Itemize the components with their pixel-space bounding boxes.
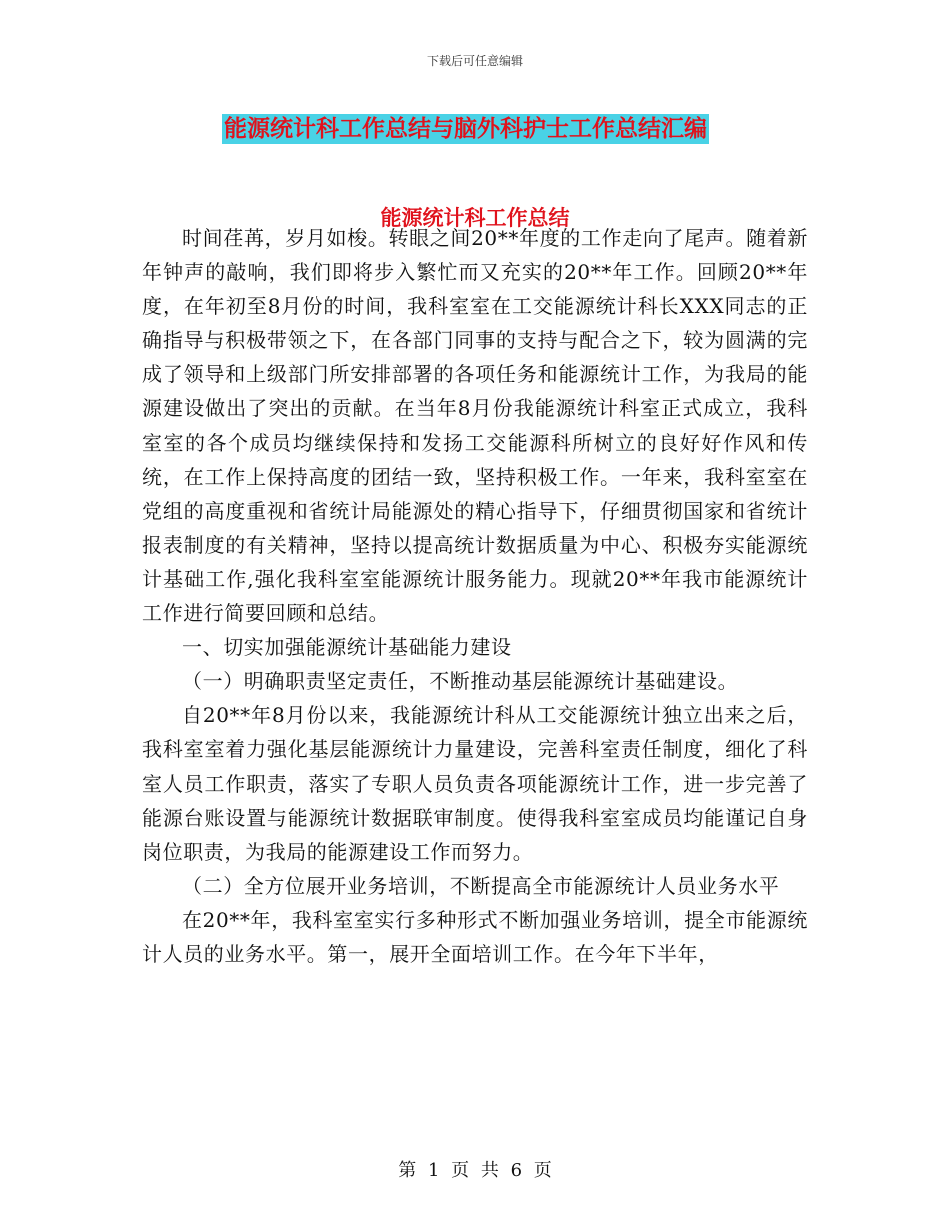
body-text [142, 221, 808, 971]
paragraph: 在20**年，我科室室实行多种形式不断加强业务培训，提全市能源统计人员的业务水平。第一，展开全面培训工作。在今年下半年， [142, 907, 808, 966]
heading-level-2: （一）明确职责坚定责任，不断推动基层能源统计基础建设。 [182, 669, 739, 694]
main-title: 能源统计科工作总结与脑外科护士工作总结汇编 [224, 116, 707, 142]
paragraph: 自20**年8月份以来，我能源统计科从工交能源统计独立出来之后，我科室室着力强化基层能源统计力量建设，完善科室责任制度，细化了科室人员工作职责，落实了专职人员负责各项能源统计工作，进一步完善了能源台账设置与能源统计数据联审制度。使得我科室室成员均能谨记自身岗位职责，为我局的能源建设工作而努力。 [142, 703, 808, 864]
section-title: 能源统计科工作总结 [380, 206, 570, 230]
paragraph: 时间荏苒，岁月如梭。转眼之间20**年度的工作走向了尾声。随着新年钟声的敲响，我们即将步入繁忙而又充实的20**年工作。回顾20**年度，在年初至8月份的时间，我科室室在工交能源统计科长XXX同志的正确指导与积极带领之下，在各部门同事的支持与配合之下，较为圆满的完成了领导和上级部门所安排部署的各项任务和能源统计工作，为我局的能源建设做出了突出的贡献。在当年8月份我能源统计科室正式成立，我科室室的各个成员均继续保持和发扬工交能源科所树立的良好好作风和传统，在工作上保持高度的团结一致，坚持积极工作。一年来，我科室室在党组的高度重视和省统计局能源处的精心指导下，仔细贯彻国家和省统计报表制度的有关精神，坚持以提高统计数据质量为中心、积极夯实能源统计基础工作,强化我科室室能源统计服务能力。现就20**年我市能源统计工作进行简要回顾和总结。 [142, 226, 808, 626]
page-footer: 第 1 页 共 6 页 [398, 1160, 552, 1181]
heading-level-1: 一、切实加强能源统计基础能力建设 [182, 635, 512, 660]
heading-level-2: （二）全方位展开业务培训，不断提高全市能源统计人员业务水平 [182, 873, 780, 898]
header-note: 下载后可任意编辑 [426, 54, 523, 68]
